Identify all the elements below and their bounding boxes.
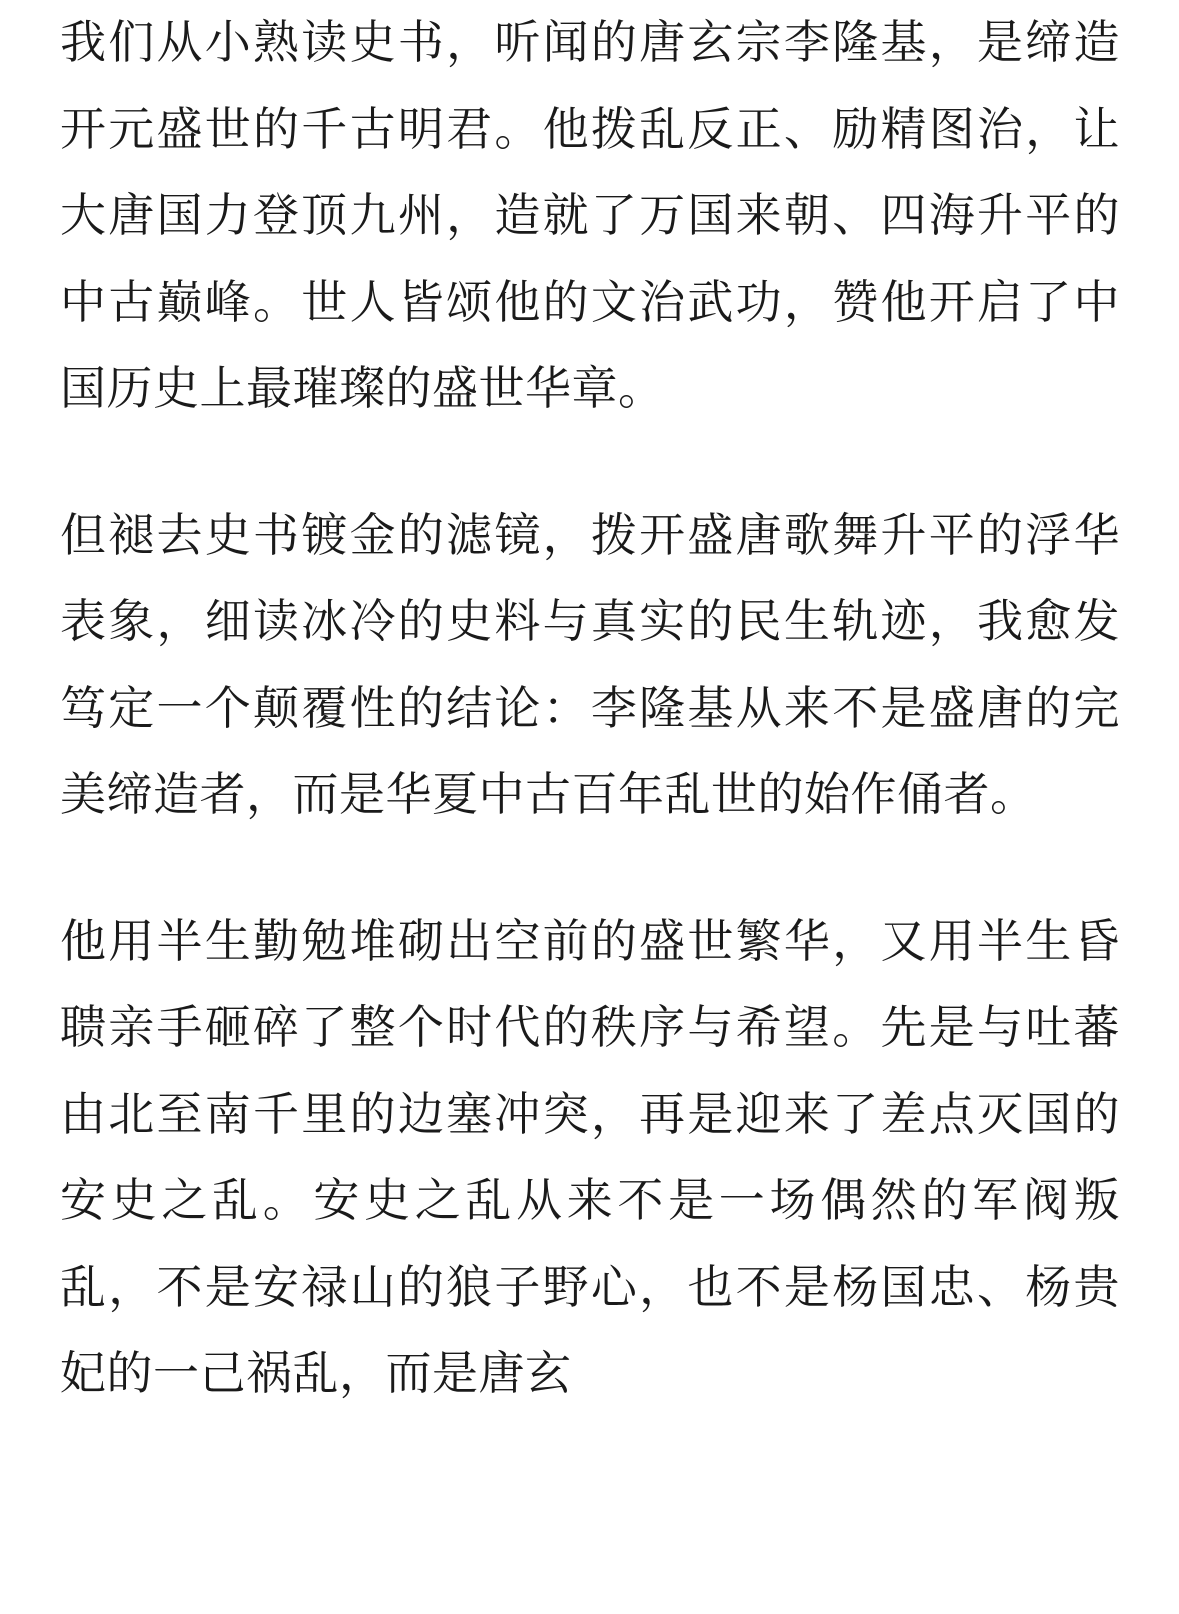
article-paragraph: 但褪去史书镀金的滤镜，拨开盛唐歌舞升平的浮华表象，细读冰冷的史料与真实的民生轨迹，我愈发笃定一个颠覆性的结论：李隆基从来不是盛唐的完美缔造者，而是华夏中古百年乱世的始作俑者。 xyxy=(60,507,1120,821)
article-body xyxy=(60,0,1120,1417)
article-paragraph: 他用半生勤勉堆砌出空前的盛世繁华，又用半生昏聩亲手砸碎了整个时代的秩序与希望。先是与吐蕃由北至南千里的边塞冲突，再是迎来了差点灭国的安史之乱。安史之乱从来不是一场偶然的军阀叛乱，不是安禄山的狼子野心，也不是杨国忠、杨贵妃的一己祸乱，而是唐玄 xyxy=(60,913,1120,1400)
article-paragraph: 我们从小熟读史书，听闻的唐玄宗李隆基，是缔造开元盛世的千古明君。他拨乱反正、励精图治，让大唐国力登顶九州，造就了万国来朝、四海升平的中古巅峰。世人皆颂他的文治武功，赞他开启了中国历史上最璀璨的盛世华章。 xyxy=(60,15,1120,415)
